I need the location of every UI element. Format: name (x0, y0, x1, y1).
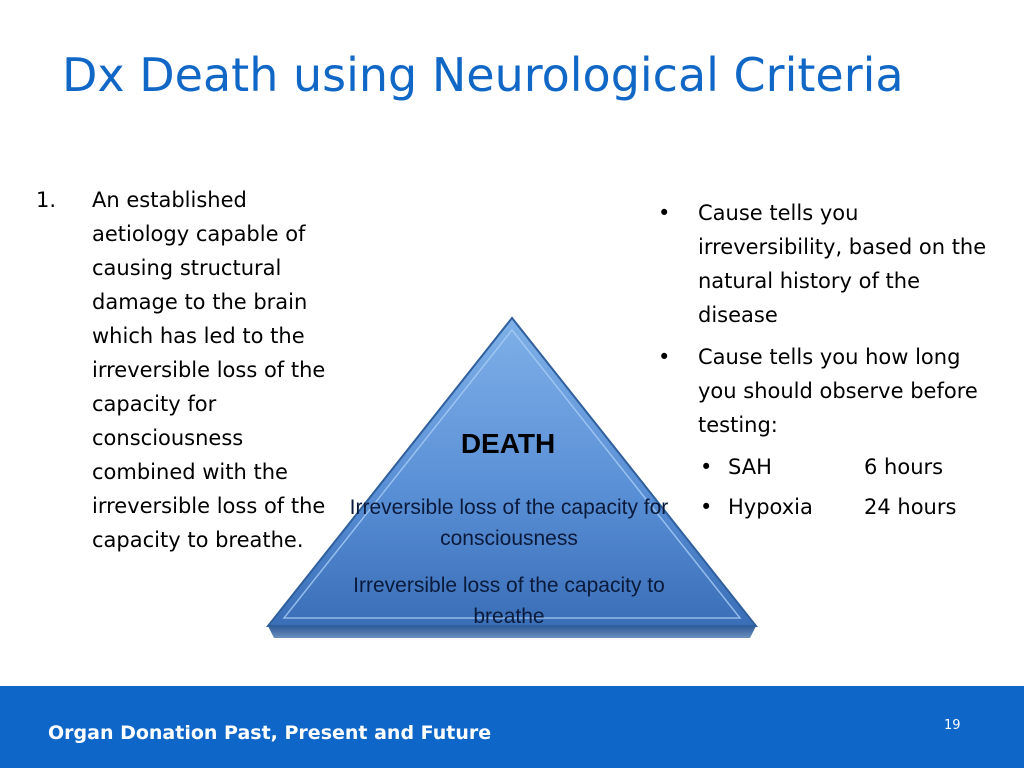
list-number: 1. (36, 188, 57, 212)
sub-bullet-condition: Hypoxia (728, 495, 813, 519)
page-number: 19 (944, 718, 961, 733)
pyramid-bottom-label: Irreversible loss of the capacity to breathe (353, 574, 665, 628)
sub-bullet-duration: 24 hours (864, 495, 957, 519)
bullet-list (656, 196, 996, 526)
bullet-glyph: • (658, 201, 671, 225)
bullet-text: Cause tells you irreversibility, based on the natural history of the disease (698, 201, 987, 327)
pyramid-top-label: DEATH (460, 428, 556, 459)
footer-title: Organ Donation Past, Present and Future (48, 722, 492, 744)
bullet-glyph: • (700, 495, 713, 519)
sub-bullet-duration: 6 hours (864, 455, 944, 479)
bullet-glyph: • (700, 455, 713, 479)
list-item-text: An established aetiology capable of causing structural damage to the brain which has led to the irreversible loss of the capacity for consciousness combined with the irreversible loss of the capacity to breathe. (92, 188, 326, 552)
pyramid-middle-label: Irreversible loss of the capacity for consciousness (349, 496, 669, 550)
bullet-glyph: • (658, 345, 671, 369)
sub-bullet-condition: SAH (728, 455, 772, 479)
sub-bullet-item (656, 450, 996, 486)
sub-bullet-item (656, 490, 996, 526)
bullet-item (656, 196, 996, 332)
slide-title: Dx Death using Neurological Criteria (62, 48, 904, 102)
bullet-item (656, 340, 996, 442)
bullet-text: Cause tells you how long you should observe before testing: (698, 345, 978, 437)
